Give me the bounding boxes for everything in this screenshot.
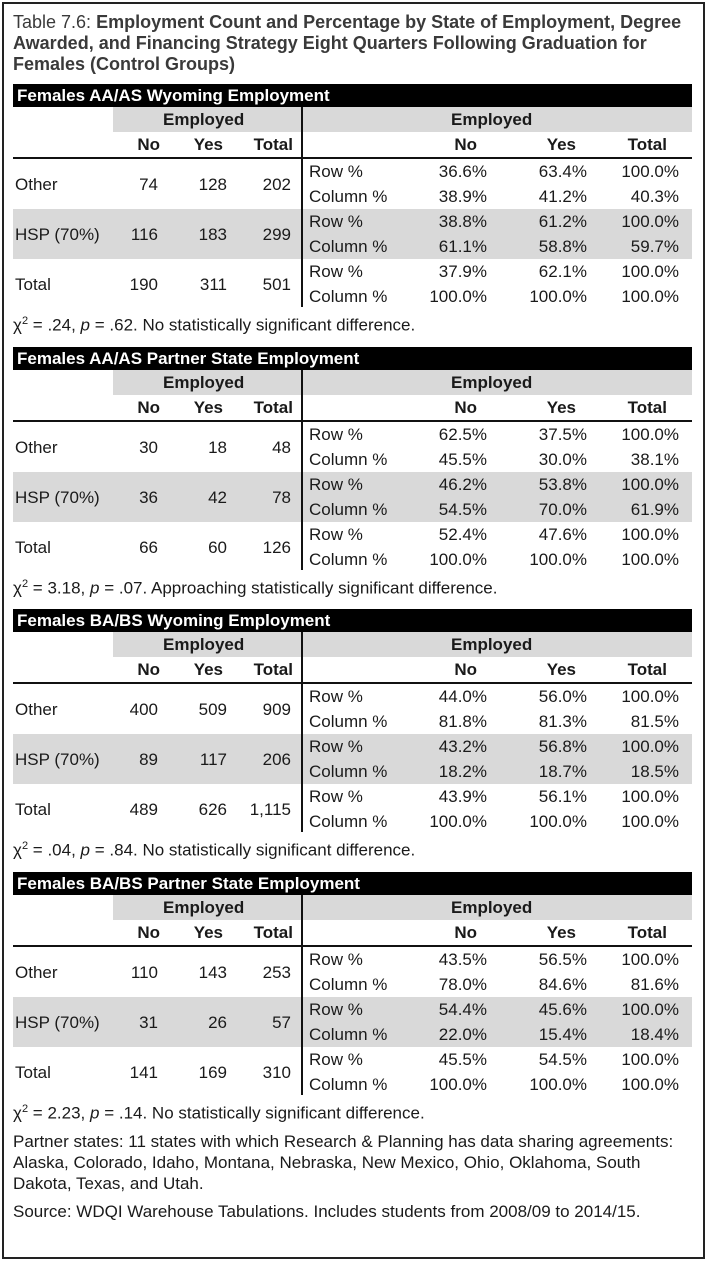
partner-states-note: Partner states: 11 states with which Research & Planning has data sharing agreements: Alaska, Colorado, Idaho, Montana, Nebraska, New Mexico, Ohio, Oklahoma, South Dakota, Texas, and Utah.	[13, 1132, 674, 1193]
column-divider	[301, 370, 303, 570]
column-header-row	[13, 395, 692, 420]
count-yes: 117	[199, 750, 227, 769]
employed-header: Employed	[163, 373, 245, 392]
col-pct-label: Column %	[309, 1075, 388, 1094]
source-note: Source: WDQI Warehouse Tabulations. Includes students from 2008/09 to 2014/15.	[13, 1202, 641, 1221]
col-header-total: Total	[627, 660, 667, 679]
count-yes: 42	[208, 488, 227, 507]
row-pct-yes: 56.0%	[538, 687, 587, 706]
count-total: 1,115	[249, 800, 291, 819]
col-pct-label: Column %	[309, 812, 388, 831]
row-pct-label: Row %	[309, 1050, 363, 1069]
crosstab-section	[13, 609, 692, 859]
column-divider	[301, 632, 303, 832]
col-pct-label: Column %	[309, 1025, 388, 1044]
chi-superscript: 2	[21, 578, 29, 590]
p-value: = .07. Approaching statistically significant difference.	[104, 578, 498, 598]
col-pct-no: 18.2%	[438, 762, 487, 781]
col-pct-yes: 18.7%	[538, 762, 587, 781]
row-pct-no: 52.4%	[438, 525, 487, 544]
row-pct-label: Row %	[309, 687, 363, 706]
count-total: 126	[262, 538, 291, 557]
col-header-total: Total	[253, 135, 293, 154]
col-pct-yes: 15.4%	[538, 1025, 587, 1044]
col-header-total: Total	[253, 398, 293, 417]
p-symbol: p	[80, 315, 91, 335]
count-no: 190	[129, 275, 158, 294]
chi-square-result	[13, 1098, 425, 1125]
col-pct-yes: 81.3%	[538, 712, 587, 731]
col-pct-label: Column %	[309, 712, 388, 731]
count-no: 141	[129, 1063, 158, 1082]
col-header-no: No	[137, 135, 160, 154]
col-pct-yes: 58.8%	[538, 237, 587, 256]
col-pct-no: 100.0%	[429, 812, 487, 831]
col-pct-total: 61.9%	[630, 500, 679, 519]
col-header-no: No	[454, 660, 477, 679]
count-yes: 509	[198, 700, 227, 719]
row-pct-no: 54.4%	[438, 1000, 487, 1019]
chi-symbol: χ	[13, 578, 22, 598]
col-pct-no: 81.8%	[438, 712, 487, 731]
col-pct-no: 100.0%	[429, 550, 487, 569]
col-header-no: No	[454, 398, 477, 417]
col-pct-yes: 41.2%	[538, 187, 587, 206]
count-yes: 626	[198, 800, 227, 819]
col-pct-no: 38.9%	[438, 187, 487, 206]
row-pct-label: Row %	[309, 475, 363, 494]
row-pct-no: 37.9%	[438, 262, 487, 281]
p-value: = .62. No statistically significant difference.	[94, 315, 416, 335]
p-symbol: p	[90, 1103, 100, 1123]
col-pct-no: 78.0%	[438, 975, 487, 994]
count-yes: 183	[198, 225, 227, 244]
chi-square-result	[13, 573, 497, 600]
col-pct-no: 22.0%	[438, 1025, 487, 1044]
row-pct-total: 100.0%	[621, 737, 679, 756]
count-total: 202	[262, 175, 291, 194]
table-row	[13, 422, 692, 472]
row-pct-label: Row %	[309, 525, 363, 544]
count-yes: 128	[198, 175, 227, 194]
row-label: Other	[15, 700, 58, 719]
row-pct-no: 43.5%	[438, 950, 487, 969]
row-pct-yes: 61.2%	[538, 212, 587, 231]
col-pct-yes: 70.0%	[538, 500, 587, 519]
col-header-no: No	[137, 660, 160, 679]
crosstab-section	[13, 347, 692, 597]
group-header-row	[13, 895, 692, 920]
row-label: Total	[15, 1063, 51, 1082]
row-pct-yes: 45.6%	[538, 1000, 587, 1019]
row-pct-total: 100.0%	[621, 950, 679, 969]
col-pct-no: 61.1%	[438, 237, 487, 256]
p-symbol: p	[80, 840, 91, 860]
row-pct-label: Row %	[309, 737, 363, 756]
col-pct-label: Column %	[309, 287, 388, 306]
col-header-yes: Yes	[546, 923, 576, 942]
crosstab-section	[13, 872, 692, 1122]
count-yes: 143	[198, 963, 227, 982]
chi-symbol: χ	[13, 315, 22, 335]
row-pct-total: 100.0%	[621, 787, 679, 806]
col-pct-total: 100.0%	[621, 550, 679, 569]
col-pct-total: 100.0%	[621, 1075, 679, 1094]
col-header-yes: Yes	[546, 660, 576, 679]
table-row	[13, 784, 692, 834]
column-header-row	[13, 132, 692, 157]
column-header-row	[13, 920, 692, 945]
chi-value: = .24,	[32, 315, 76, 335]
row-pct-yes: 53.8%	[538, 475, 587, 494]
section-title: Females BA/BS Partner State Employment	[13, 872, 692, 895]
row-pct-total: 100.0%	[621, 425, 679, 444]
group-header-row	[13, 632, 692, 657]
count-total: 78	[272, 488, 291, 507]
row-pct-label: Row %	[309, 212, 363, 231]
col-header-total: Total	[627, 923, 667, 942]
count-yes: 18	[208, 438, 227, 457]
group-header-row	[13, 370, 692, 395]
table-row	[13, 522, 692, 572]
col-pct-yes: 84.6%	[538, 975, 587, 994]
col-pct-label: Column %	[309, 187, 388, 206]
table-row	[13, 734, 692, 784]
row-label: HSP (70%)	[15, 488, 100, 507]
row-pct-yes: 37.5%	[538, 425, 587, 444]
count-total: 48	[272, 438, 291, 457]
crosstab-section	[13, 84, 692, 334]
count-total: 57	[272, 1013, 291, 1032]
row-pct-label: Row %	[309, 787, 363, 806]
col-pct-total: 100.0%	[621, 287, 679, 306]
table-row	[13, 997, 692, 1047]
chi-symbol: χ	[13, 840, 22, 860]
col-pct-yes: 100.0%	[529, 287, 587, 306]
col-pct-total: 18.4%	[630, 1025, 679, 1044]
count-yes: 60	[208, 538, 227, 557]
count-no: 89	[139, 750, 158, 769]
col-pct-yes: 30.0%	[538, 450, 587, 469]
count-total: 909	[262, 700, 291, 719]
row-pct-yes: 47.6%	[538, 525, 587, 544]
col-pct-label: Column %	[309, 762, 388, 781]
table-row	[13, 159, 692, 209]
section-title: Females BA/BS Wyoming Employment	[13, 609, 692, 632]
chi-square-result	[13, 310, 415, 337]
row-pct-total: 100.0%	[621, 212, 679, 231]
col-pct-total: 59.7%	[630, 237, 679, 256]
row-pct-total: 100.0%	[621, 262, 679, 281]
table-label: Table 7.6:	[13, 12, 92, 32]
col-header-yes: Yes	[193, 660, 223, 679]
row-pct-total: 100.0%	[621, 1000, 679, 1019]
col-pct-no: 100.0%	[429, 1075, 487, 1094]
count-no: 110	[130, 963, 158, 982]
row-pct-label: Row %	[309, 162, 363, 181]
count-no: 74	[139, 175, 158, 194]
col-pct-label: Column %	[309, 500, 388, 519]
col-pct-no: 100.0%	[429, 287, 487, 306]
section-title: Females AA/AS Partner State Employment	[13, 347, 692, 370]
row-pct-no: 43.9%	[438, 787, 487, 806]
col-pct-total: 81.6%	[630, 975, 679, 994]
count-total: 310	[262, 1063, 291, 1082]
col-header-yes: Yes	[546, 398, 576, 417]
p-value: = .84. No statistically significant difference.	[94, 840, 416, 860]
count-total: 299	[262, 225, 291, 244]
count-total: 253	[262, 963, 291, 982]
employed-header: Employed	[163, 635, 245, 654]
row-pct-label: Row %	[309, 425, 363, 444]
col-header-total: Total	[627, 135, 667, 154]
row-label: Total	[15, 538, 51, 557]
count-total: 501	[262, 275, 291, 294]
col-header-no: No	[454, 135, 477, 154]
col-pct-label: Column %	[309, 237, 388, 256]
row-pct-total: 100.0%	[621, 525, 679, 544]
row-pct-label: Row %	[309, 262, 363, 281]
row-pct-no: 38.8%	[438, 212, 487, 231]
chi-superscript: 2	[21, 1103, 29, 1115]
count-no: 31	[139, 1013, 158, 1032]
col-header-no: No	[137, 923, 160, 942]
col-pct-label: Column %	[309, 550, 388, 569]
row-label: Total	[15, 275, 51, 294]
col-pct-label: Column %	[309, 975, 388, 994]
employed-header: Employed	[451, 898, 533, 917]
chi-superscript: 2	[21, 315, 29, 327]
row-pct-total: 100.0%	[621, 1050, 679, 1069]
row-pct-label: Row %	[309, 950, 363, 969]
column-divider	[301, 895, 303, 1095]
table-row	[13, 209, 692, 259]
row-label: HSP (70%)	[15, 1013, 100, 1032]
row-pct-yes: 63.4%	[538, 162, 587, 181]
row-pct-yes: 62.1%	[538, 262, 587, 281]
chi-square-result	[13, 835, 415, 862]
col-pct-total: 40.3%	[630, 187, 679, 206]
row-pct-yes: 54.5%	[538, 1050, 587, 1069]
col-header-total: Total	[253, 660, 293, 679]
count-no: 66	[139, 538, 158, 557]
col-pct-yes: 100.0%	[529, 1075, 587, 1094]
col-header-yes: Yes	[193, 135, 223, 154]
table-row	[13, 684, 692, 734]
table-row	[13, 472, 692, 522]
chi-symbol: χ	[13, 1103, 22, 1123]
col-pct-no: 54.5%	[438, 500, 487, 519]
col-pct-total: 18.5%	[630, 762, 679, 781]
row-pct-no: 62.5%	[438, 425, 487, 444]
col-header-yes: Yes	[546, 135, 576, 154]
count-no: 400	[129, 700, 158, 719]
row-label: Other	[15, 963, 58, 982]
p-symbol: p	[90, 578, 100, 598]
employed-header: Employed	[451, 635, 533, 654]
table-row	[13, 1047, 692, 1097]
table-row	[13, 947, 692, 997]
count-yes: 169	[198, 1063, 227, 1082]
col-pct-total: 100.0%	[621, 812, 679, 831]
employed-header: Employed	[163, 898, 245, 917]
row-pct-no: 36.6%	[438, 162, 487, 181]
col-header-total: Total	[253, 923, 293, 942]
count-no: 489	[129, 800, 158, 819]
chi-superscript: 2	[21, 840, 29, 852]
employed-header: Employed	[451, 110, 533, 129]
column-divider	[301, 107, 303, 307]
row-pct-total: 100.0%	[621, 162, 679, 181]
row-pct-no: 45.5%	[438, 1050, 487, 1069]
col-header-no: No	[454, 923, 477, 942]
row-pct-no: 46.2%	[438, 475, 487, 494]
row-pct-total: 100.0%	[621, 475, 679, 494]
row-label: HSP (70%)	[15, 225, 100, 244]
row-pct-yes: 56.8%	[538, 737, 587, 756]
col-header-total: Total	[627, 398, 667, 417]
p-value: = .14. No statistically significant difference.	[104, 1103, 425, 1123]
row-label: Total	[15, 800, 51, 819]
row-pct-yes: 56.5%	[538, 950, 587, 969]
row-label: Other	[15, 438, 58, 457]
group-header-row	[13, 107, 692, 132]
chi-value: = 2.23,	[32, 1103, 86, 1123]
row-pct-total: 100.0%	[621, 687, 679, 706]
row-label: HSP (70%)	[15, 750, 100, 769]
employed-header: Employed	[451, 373, 533, 392]
count-no: 116	[130, 225, 158, 244]
count-no: 36	[139, 488, 158, 507]
col-pct-no: 45.5%	[438, 450, 487, 469]
count-yes: 311	[199, 275, 227, 294]
chi-value: = .04,	[32, 840, 76, 860]
col-pct-yes: 100.0%	[529, 812, 587, 831]
section-title: Females AA/AS Wyoming Employment	[13, 84, 692, 107]
table-title-text: Employment Count and Percentage by State of Employment, Degree Awarded, and Financing Strategy Eight Quarters Following Graduation for Females (Control Groups)	[13, 12, 682, 74]
col-pct-total: 81.5%	[630, 712, 679, 731]
column-header-row	[13, 657, 692, 682]
count-no: 30	[139, 438, 158, 457]
employed-header: Employed	[163, 110, 245, 129]
table-title	[13, 12, 693, 75]
table-row	[13, 259, 692, 309]
row-pct-yes: 56.1%	[538, 787, 587, 806]
count-yes: 26	[208, 1013, 227, 1032]
row-pct-no: 44.0%	[438, 687, 487, 706]
chi-value: = 3.18,	[32, 578, 86, 598]
row-label: Other	[15, 175, 58, 194]
row-pct-label: Row %	[309, 1000, 363, 1019]
col-pct-yes: 100.0%	[529, 550, 587, 569]
row-pct-no: 43.2%	[438, 737, 487, 756]
col-header-yes: Yes	[193, 923, 223, 942]
col-header-yes: Yes	[193, 398, 223, 417]
count-total: 206	[262, 750, 291, 769]
col-header-no: No	[137, 398, 160, 417]
col-pct-total: 38.1%	[630, 450, 679, 469]
col-pct-label: Column %	[309, 450, 388, 469]
